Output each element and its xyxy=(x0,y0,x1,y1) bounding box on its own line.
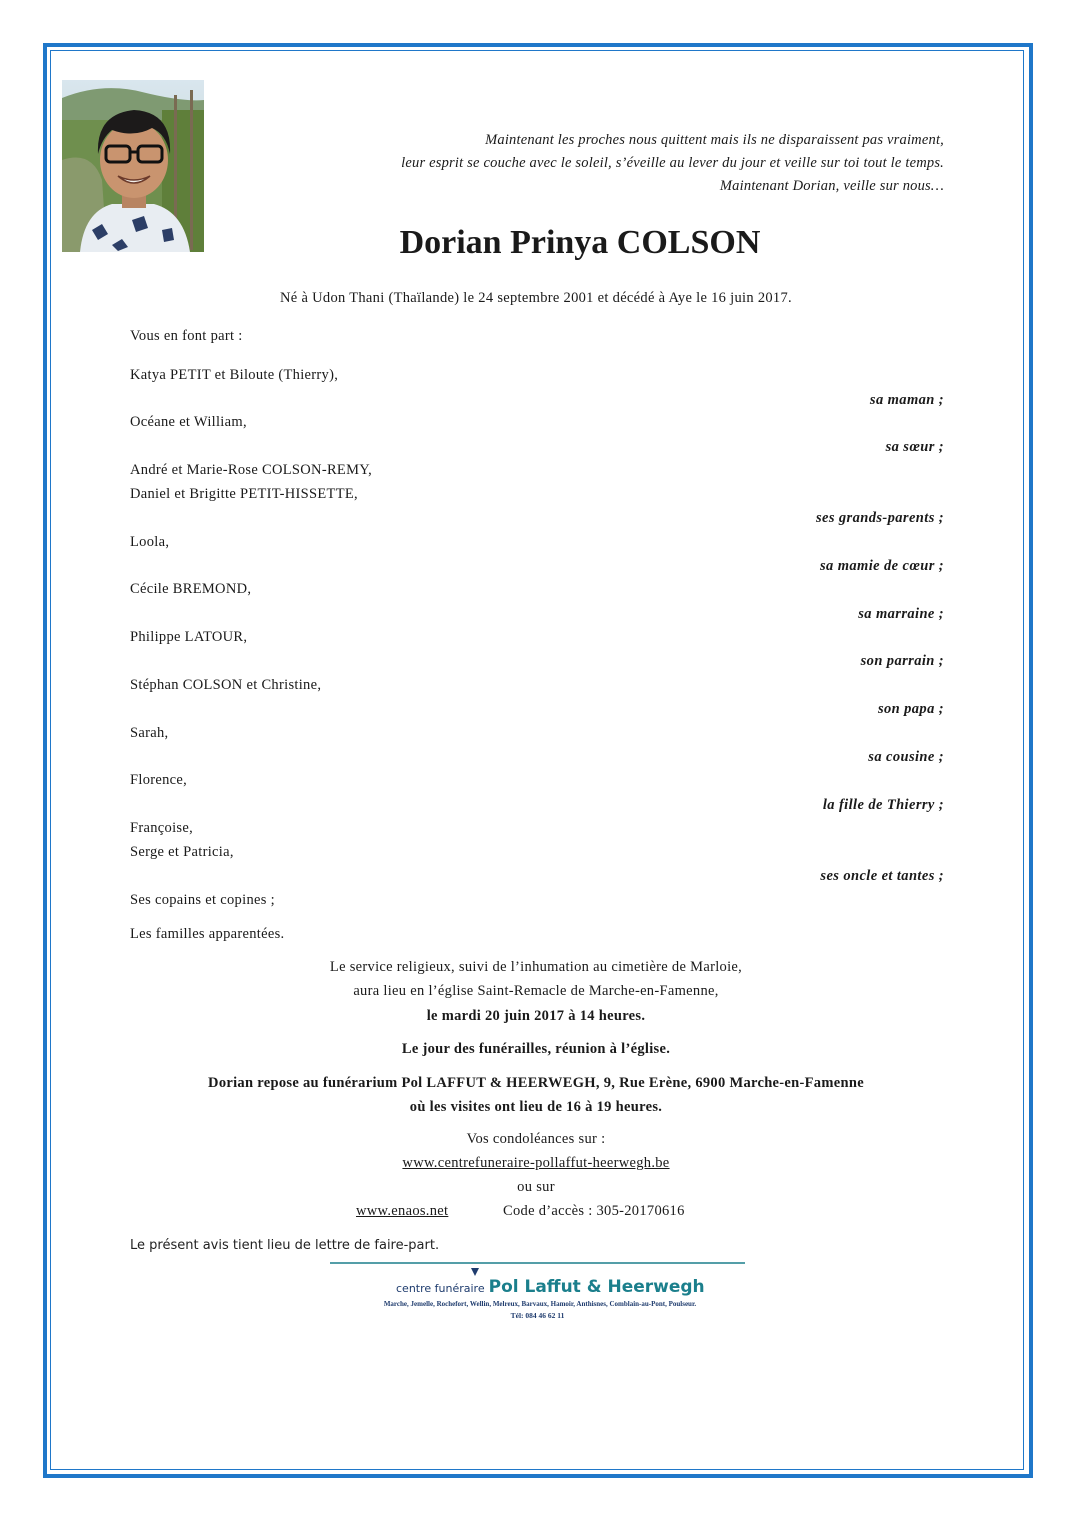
access-code: Code d’accès : 305-20170616 xyxy=(503,1203,685,1219)
family-names: Florence, xyxy=(130,772,188,788)
family-names: Daniel et Brigitte PETIT-HISSETTE, xyxy=(130,486,358,502)
visitation-line: Dorian repose au funérarium Pol LAFFUT & HEERWEGH, 9, Rue Erène, 6900 Marche-en-Famenne xyxy=(208,1075,864,1091)
deceased-name: Dorian Prinya COLSON xyxy=(399,224,761,261)
condolences-link-enaos[interactable]: www.enaos.net xyxy=(356,1203,449,1219)
family-names: Sarah, xyxy=(130,725,169,741)
family-names: Loola, xyxy=(130,534,170,550)
family-names: Océane et William, xyxy=(130,414,247,430)
logo-prefix: centre funéraire xyxy=(396,1282,485,1295)
family-relation: la fille de Thierry ; xyxy=(822,797,944,813)
family-names: Cécile BREMOND, xyxy=(130,581,252,597)
family-relation: sa marraine ; xyxy=(858,606,944,622)
condolences-label: Vos condoléances sur : xyxy=(466,1131,606,1147)
family-relation: sa mamie de cœur ; xyxy=(820,558,944,574)
visitation-hours: où les visites ont lieu de 16 à 19 heures. xyxy=(409,1099,663,1115)
family-names: Stéphan COLSON et Christine, xyxy=(130,677,322,693)
family-relation: son parrain ; xyxy=(860,653,944,669)
family-names: Serge et Patricia, xyxy=(130,844,234,860)
logo-brand: Pol Laffut & Heerwegh xyxy=(488,1277,705,1297)
service-date: le mardi 20 juin 2017 à 14 heures. xyxy=(426,1008,646,1024)
birth-death-dates: Né à Udon Thani (Thaïlande) le 24 septembre 2001 et décédé à Aye le 16 juin 2017. xyxy=(280,290,792,306)
service-line: aura lieu en l’église Saint-Remacle de Marche-en-Famenne, xyxy=(353,983,719,999)
family-relation: sa sœur ; xyxy=(885,439,944,455)
meeting-info: Le jour des funérailles, réunion à l’église. xyxy=(401,1041,671,1057)
family-relation: sa cousine ; xyxy=(868,749,944,765)
friends-text: Ses copains et copines ; xyxy=(130,892,275,908)
logo-phone: Tél: 084 46 62 11 xyxy=(510,1311,565,1320)
family-relation: sa maman ; xyxy=(869,392,944,408)
family-names: Françoise, xyxy=(130,820,193,836)
condolences-or: ou sur xyxy=(517,1179,555,1195)
family-relation: son papa ; xyxy=(877,701,944,717)
quote-line: Maintenant les proches nous quittent mais ils ne disparaissent pas vraiment, xyxy=(485,132,944,148)
service-line: Le service religieux, suivi de l’inhumation au cimetière de Marloie, xyxy=(329,959,743,975)
family-names: Philippe LATOUR, xyxy=(130,629,248,645)
quote-line: Maintenant Dorian, veille sur nous… xyxy=(719,178,944,194)
intro-text: Vous en font part : xyxy=(130,328,243,344)
memorial-quote xyxy=(244,129,944,198)
notice-text: Le présent avis tient lieu de lettre de faire-part. xyxy=(130,1238,440,1253)
family-relation: ses grands-parents ; xyxy=(815,510,944,526)
family-names: André et Marie-Rose COLSON-REMY, xyxy=(130,462,373,478)
relatives-text: Les familles apparentées. xyxy=(130,926,285,942)
funeral-home-logo xyxy=(330,1260,745,1324)
family-relation: ses oncle et tantes ; xyxy=(820,868,944,884)
family-names: Katya PETIT et Biloute (Thierry), xyxy=(130,367,339,383)
quote-line: leur esprit se couche avec le soleil, s’éveille au lever du jour et veille sur toi tout le temps. xyxy=(401,155,944,171)
condolences-link-primary[interactable]: www.centrefuneraire-pollaffut-heerwegh.be xyxy=(402,1155,670,1171)
logo-locations: Marche, Jemelle, Rochefort, Wellin, Melreux, Barvaux, Hamoir, Anthisnes, Comblain-au-Pont, Poulseur. xyxy=(383,1300,697,1308)
